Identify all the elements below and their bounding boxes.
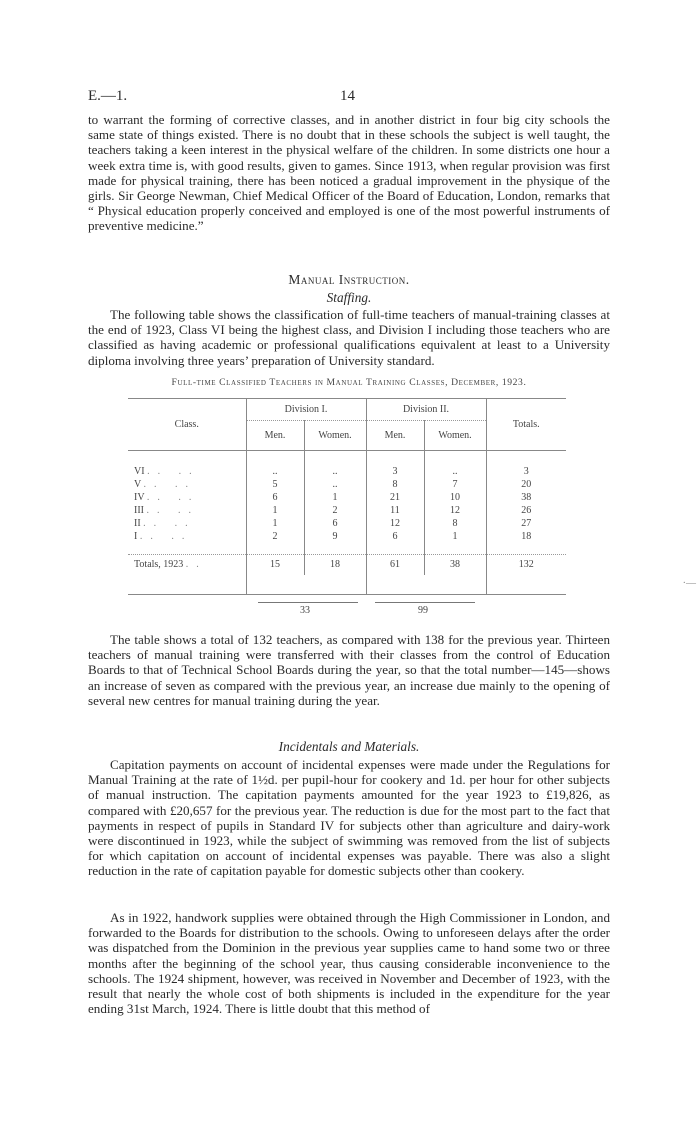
totals-label: Totals, 1923	[134, 559, 184, 571]
cell-div1-men: 2	[246, 530, 304, 543]
paragraph-table-intro: The following table shows the classification of full-time teachers of manual-training classes at the end of 1923, Class VI being the highest class, and Division I including those teachers who are classified as having academic or professional qualifications equivalent at least to a University diploma involving three years’ preparation of University standard.	[88, 307, 610, 368]
cell-div2-men: 3	[366, 465, 424, 478]
paragraph-physical-training: to warrant the forming of corrective classes, and in another district in four big city schools the same state of things existed. There is no doubt that in these schools the subject is well taught, the teachers taking a keen interest in the physical welfare of the children. In some districts one hour a week extra time is, with good results, given to games. Since 1913, when regular provision was first made for physical training, there has been noticed a gradual improvement in the physique of the girls. Sir George Newman, Chief Medical Officer of the Board of Education, London, remarks that “ Physical education properly conceived and employed is one of the most powerful instruments of preventive medicine.”	[88, 112, 610, 234]
grand-total: 132	[486, 555, 566, 575]
subheading-incidentals: Incidentals and Materials.	[278, 739, 420, 754]
table-row: VI .. .. .. .. 3 .. 3	[128, 465, 566, 478]
cell-div1-women: 6	[304, 517, 366, 530]
column-division-1-header: Division I.	[246, 399, 366, 421]
series-label: E.—1.	[88, 88, 128, 104]
cell-total: 18	[486, 530, 566, 543]
row-class-label: IV	[134, 491, 145, 503]
total-div2-women: 38	[424, 555, 486, 575]
table-row: II .. .. 1 6 12 8 27	[128, 517, 566, 530]
cell-total: 26	[486, 504, 566, 517]
total-div1-women: 18	[304, 555, 366, 575]
cell-total: 27	[486, 517, 566, 530]
division-1-total: 33	[300, 605, 310, 616]
cell-div1-men: 1	[246, 504, 304, 517]
table-row: I .. .. 2 9 6 1 18	[128, 530, 566, 543]
cell-total: 38	[486, 491, 566, 504]
cell-div1-women: 9	[304, 530, 366, 543]
cell-div2-women: 10	[424, 491, 486, 504]
row-class-label: VI	[134, 465, 145, 477]
table-row: III .. .. 1 2 11 12 26	[128, 504, 566, 517]
cell-div2-men: 11	[366, 504, 424, 517]
cell-div2-women: 1	[424, 530, 486, 543]
table-caption: Full-time Classified Teachers in Manual Training Classes, December, 1923.	[171, 377, 527, 388]
cell-div1-women: ..	[304, 478, 366, 491]
cell-div2-men: 8	[366, 478, 424, 491]
cell-div2-men: 12	[366, 517, 424, 530]
cell-div2-women: 7	[424, 478, 486, 491]
cell-total: 3	[486, 465, 566, 478]
cell-div1-men: ..	[246, 465, 304, 478]
column-div2-women-header: Women.	[424, 421, 486, 451]
cell-div1-women: 2	[304, 504, 366, 517]
column-totals-header: Totals.	[486, 399, 566, 451]
total-div1-men: 15	[246, 555, 304, 575]
cell-div1-women: 1	[304, 491, 366, 504]
cell-div2-women: ..	[424, 465, 486, 478]
total-div2-men: 61	[366, 555, 424, 575]
cell-total: 20	[486, 478, 566, 491]
cell-div2-women: 8	[424, 517, 486, 530]
section-heading-manual-instruction: Manual Instruction.	[288, 272, 410, 287]
table-totals-row: Totals, 1923 .. 15 18 61 38 132	[128, 555, 566, 575]
paragraph-capitation: Capitation payments on account of incidental expenses were made under the Regulations for Manual Training at the rate of 1½d. per pupil-hour for cookery and 1d. per hour for other subjects of manual instruction. The capitation payments amounted for the year 1923 to £19,826, as compared with £20,657 for the previous year. The reduction is due for the most part to the fact that payments in respect of pupils in Standard IV for subjects other than agriculture and dairy-work were discontinued in 1923, while the subject of swimming was removed from the list of subjects for which capitation on account of incidental expenses was payable. There was also a slight reduction in the rate of capitation payable for domestic subjects other than cookery.	[88, 757, 610, 879]
cell-div1-men: 5	[246, 478, 304, 491]
paragraph-handwork-supplies: As in 1922, handwork supplies were obtained through the High Commissioner in London, and forwarded to the Boards for distribution to the schools. Owing to unforeseen delays after the order was dispatched from the Dominion in the previous year supplies came to hand some two or three months after the beginning of the school year, thus causing considerable inconvenience to the schools. The 1924 shipment, however, was received in November and December of 1923, with the result that nearly the whole cost of both shipments is included in the expenditure for the year ending 31st March, 1924. There is little doubt that this method of	[88, 910, 610, 1017]
column-division-2-header: Division II.	[366, 399, 486, 421]
page-number: 14	[340, 88, 355, 104]
table-row: IV .. .. 6 1 21 10 38	[128, 491, 566, 504]
table-row: V .. .. 5 .. 8 7 20	[128, 478, 566, 491]
cell-div1-men: 6	[246, 491, 304, 504]
subheading-staffing: Staffing.	[326, 290, 372, 305]
cell-div2-men: 21	[366, 491, 424, 504]
column-div2-men-header: Men.	[366, 421, 424, 451]
cell-div2-women: 12	[424, 504, 486, 517]
teachers-table	[128, 398, 566, 597]
cell-div2-men: 6	[366, 530, 424, 543]
column-class-header: Class.	[128, 399, 246, 451]
cell-div1-men: 1	[246, 517, 304, 530]
paragraph-table-summary: The table shows a total of 132 teachers, as compared with 138 for the previous year. Thirteen teachers of manual training were transferred with their classes from the control of Education Boards to that of Technical School Boards during the year, so that the total number—145—shows an increase of seven as compared with the previous year, an increase due mainly to the opening of several new centres for manual training during the year.	[88, 632, 610, 708]
column-div1-women-header: Women.	[304, 421, 366, 451]
row-class-label: V	[134, 478, 142, 490]
column-div1-men-header: Men.	[246, 421, 304, 451]
row-class-label: III	[134, 504, 144, 516]
cell-div1-women: ..	[304, 465, 366, 478]
row-class-label: I	[134, 530, 138, 542]
row-class-label: II	[134, 517, 141, 529]
margin-mark: ·—	[682, 578, 696, 589]
division-2-total: 99	[418, 605, 428, 616]
